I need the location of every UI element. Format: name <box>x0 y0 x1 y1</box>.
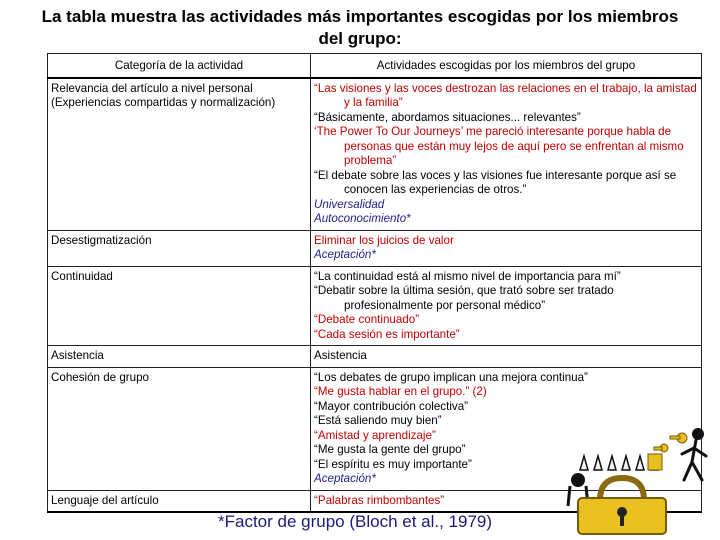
activity-item: Asistencia <box>314 349 367 362</box>
table-row <box>48 78 702 231</box>
table-row <box>48 230 702 266</box>
activities-cell <box>311 346 702 368</box>
activity-item: “Debatir sobre la última sesión, que trató sobre ser tratado profesionalmente por personal médico” <box>314 284 614 312</box>
activity-item: Universalidad <box>314 197 385 211</box>
activity-item: “Palabras rimbombantes” <box>314 493 445 507</box>
category-cell: Lenguaje del artículo <box>48 490 311 512</box>
activities-cell <box>311 230 702 266</box>
activity-item: “El espíritu es muy importante” <box>314 457 472 471</box>
category-cell: Continuidad <box>48 266 311 346</box>
activity-item: “Me gusta la gente del grupo” <box>314 443 466 456</box>
activity-item: “Los debates de grupo implican una mejora continua” <box>314 370 588 384</box>
footnote: *Factor de grupo (Bloch et al., 1979) <box>218 512 493 531</box>
activity-item: Autoconocimiento* <box>314 212 411 225</box>
activity-item: “Las visiones y las voces destrozan las relaciones en el trabajo, la amistad y la familia” <box>314 81 697 109</box>
category-cell: Cohesión de grupo <box>48 367 311 490</box>
column-header-activities: Actividades escogidas por los miembros del grupo <box>311 54 702 78</box>
activity-item: “Debate continuado” <box>314 313 420 326</box>
activity-item: “Básicamente, abordamos situaciones... relevantes” <box>314 110 581 124</box>
activity-item: “Me gusta hablar en el grupo.” (2) <box>314 385 487 398</box>
column-header-category: Categoría de la actividad <box>48 54 311 78</box>
table-row <box>48 346 702 368</box>
activity-item: Aceptación* <box>314 472 376 485</box>
activity-item: “Cada sesión es importante” <box>314 327 460 341</box>
category-cell: Desestigmatización <box>48 230 311 266</box>
activity-item: Aceptación* <box>314 248 376 261</box>
activity-item: “La continuidad está al mismo nivel de importancia para mí” <box>314 269 621 283</box>
activity-item: “Mayor contribución colectiva” <box>314 399 468 413</box>
activity-item: “Amistad y aprendizaje” <box>314 428 436 442</box>
activity-item: “Está saliendo muy bien” <box>314 414 442 427</box>
table-row <box>48 266 702 346</box>
category-cell: Asistencia <box>48 346 311 368</box>
category-cell: Relevancia del artículo a nivel personal (Experiencias compartidas y normalización) <box>48 78 311 231</box>
activity-item: ‘The Power To Our Journeys’ me pareció interesante porque habla de personas que están muy lejos de aquí pero se enfrentan al mismo problema” <box>314 125 684 167</box>
activities-cell <box>311 266 702 346</box>
slide-title: La tabla muestra las actividades más importantes escogidas por los miembros del grupo: <box>41 7 679 48</box>
padlock-keys-icon <box>560 420 720 538</box>
activities-cell <box>311 78 702 231</box>
activity-item: “El debate sobre las voces y las visiones fue interesante porque así se conocen las experiencias de otros.” <box>314 168 677 196</box>
activity-item: Eliminar los juicios de valor <box>314 233 454 247</box>
table-header-row <box>48 54 702 78</box>
